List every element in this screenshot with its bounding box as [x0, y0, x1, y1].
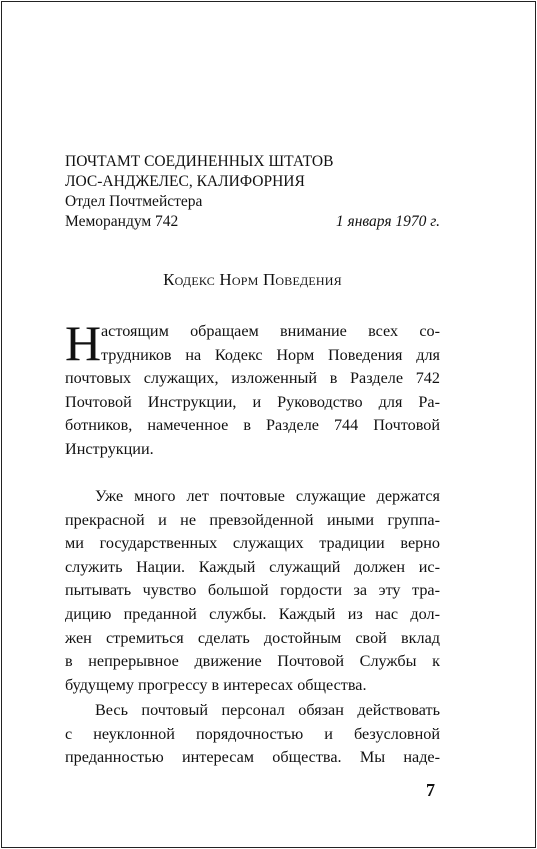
text-line: ми государственных служащих традиции верно: [65, 534, 440, 553]
book-page: [1, 1, 536, 848]
memo-line: [65, 212, 440, 232]
text-line: с неуклонной порядочностью и безусловной: [65, 724, 440, 743]
paragraph-3: [65, 699, 440, 770]
text-line: преданностью интересам общества. Мы наде-: [65, 748, 440, 767]
header-line-2: ЛОС-АНДЖЕЛЕС, КАЛИФОРНИЯ: [65, 173, 305, 190]
text-line: Почтовой Инструкции, и Руководство для Ра-: [65, 392, 440, 411]
text-line: Уже много лет почтовые служащие держатся: [95, 487, 440, 505]
text-line: почтовых служащих, изложенный в Разделе 742: [65, 369, 440, 388]
text-line: Инструкции.: [65, 439, 154, 458]
memo-number: Меморандум 742: [65, 213, 179, 230]
header-line-1: ПОЧТАМТ СОЕДИНЕННЫХ ШТАТОВ: [65, 153, 334, 170]
memo-date: 1 января 1970 г.: [335, 213, 440, 230]
document-title: Кодекс Норм Поведения: [163, 270, 342, 289]
text-line: прекрасной и не превзойденной иными группа-: [65, 510, 440, 529]
paragraph-1-dropcap-block: [65, 315, 440, 371]
header-line-3: Отдел Почтмейстера: [65, 193, 203, 210]
memo-header: [65, 152, 440, 232]
text-line: ботников, намеченное в Разделе 744 Почтовой: [65, 416, 440, 435]
page-number: 7: [426, 780, 435, 800]
paragraph-1: [65, 315, 440, 462]
text-line: трудников на Кодекс Норм Поведения для: [101, 345, 440, 364]
text-line: дицию преданной службы. Каждый из нас дол-: [65, 604, 440, 623]
text-line: в непрерывное движение Почтовой Службы к: [65, 652, 440, 671]
text-line: астоящим обращаем внимание всех со-: [101, 322, 440, 340]
text-line: жен стремиться сделать достойным свой вклад: [65, 628, 440, 647]
paragraph-2: [65, 485, 440, 697]
text-line: будущему прогрессу в интересах общества.: [65, 675, 367, 694]
drop-cap: Н: [65, 315, 102, 371]
text-line: служить Нации. Каждый служащий должен ис-: [65, 557, 440, 576]
text-line: пытывать чувство большой гордости за эту тра-: [65, 581, 440, 600]
text-line: Весь почтовый персонал обязан действовать: [95, 701, 440, 719]
